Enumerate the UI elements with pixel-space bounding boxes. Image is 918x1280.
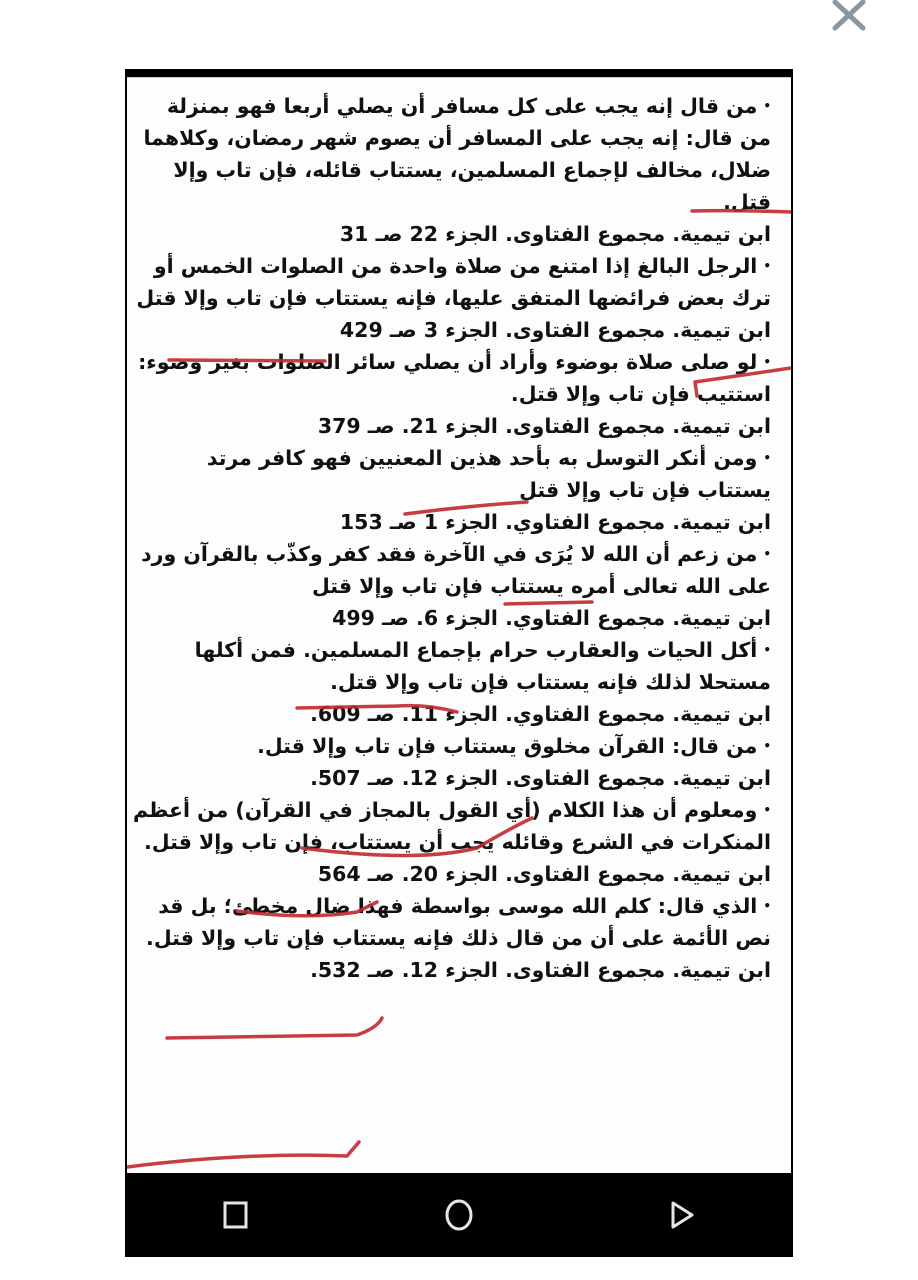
phone-screenshot (125, 69, 793, 1257)
entry-3: •لو صلى صلاة بوضوء وأراد أن يصلي سائر الصلوات بغير وضوء: استتيب فإن تاب وإلا قتل. ابن تيمية. مجموع الفتاوى. الجزء 21. صـ 379 (131, 346, 771, 442)
home-button[interactable] (429, 1185, 489, 1245)
entry-citation: ابن تيمية. مجموع الفتاوى. الجزء 21. صـ 379 (317, 414, 771, 438)
entry-text: من قال: القرآن مخلوق يستتاب فإن تاب وإلا قتل. (257, 734, 758, 758)
android-navigation-bar (125, 1173, 793, 1257)
entry-text: الذي قال: كلم الله موسى بواسطة فهذا ضال مخطئ؛ بل قد نص الأئمة على أن من قال ذلك فإنه يستتاب فإن تاب وإلا قتل. (146, 894, 771, 950)
entry-citation: ابن تيمية. مجموع الفتاوى. الجزء 3 صـ 429 (339, 318, 771, 342)
close-icon (826, 0, 870, 36)
document-screen (127, 77, 791, 1173)
entry-4: •ومن أنكر التوسل به بأحد هذين المعنيين فهو كافر مرتد يستتاب فإن تاب وإلا قتل ابن تيمية. مجموع الفتاوي. الجزء 1 صـ 153 (131, 442, 771, 538)
entry-5: •من زعم أن الله لا يُرَى في الآخرة فقد كفر وكذّب بالقرآن ورد على الله تعالى أمره يستتاب فإن تاب وإلا قتل ابن تيمية. مجموع الفتاوي. الجزء 6. صـ 499 (131, 538, 771, 634)
circle-home-icon (442, 1198, 476, 1232)
back-button[interactable] (652, 1185, 712, 1245)
fatwa-list (131, 90, 771, 986)
entry-9: •الذي قال: كلم الله موسى بواسطة فهذا ضال مخطئ؛ بل قد نص الأئمة على أن من قال ذلك فإنه يستتاب فإن تاب وإلا قتل. ابن تيمية. مجموع الفتاوى. الجزء 12. صـ 532. (131, 890, 771, 986)
recents-button[interactable] (206, 1185, 266, 1245)
entry-citation: ابن تيمية. مجموع الفتاوى. الجزء 20. صـ 564 (317, 862, 771, 886)
entry-citation: ابن تيمية. مجموع الفتاوي. الجزء 6. صـ 499 (332, 606, 771, 630)
entry-text: الرجل البالغ إذا امتنع من صلاة واحدة من الصلوات الخمس أو ترك بعض فرائضها المتفق عليها، فإنه يستتاب فإن تاب وإلا قتل (136, 254, 771, 310)
triangle-back-icon (667, 1200, 697, 1230)
entry-text: لو صلى صلاة بوضوء وأراد أن يصلي سائر الصلوات بغير وضوء: استتيب فإن تاب وإلا قتل. (138, 350, 771, 406)
entry-citation: ابن تيمية. مجموع الفتاوى. الجزء 12. صـ 507. (310, 766, 771, 790)
entry-citation: ابن تيمية. مجموع الفتاوى. الجزء 22 صـ 31 (339, 222, 771, 246)
entry-6: •أكل الحيات والعقارب حرام بإجماع المسلمين. فمن أكلها مستحلا لذلك فإنه يستتاب فإن تاب وإلا قتل. ابن تيمية. مجموع الفتاوي. الجزء 11. صـ 609. (131, 634, 771, 730)
entry-text: من زعم أن الله لا يُرَى في الآخرة فقد كفر وكذّب بالقرآن ورد على الله تعالى أمره يستتاب فإن تاب وإلا قتل (141, 542, 771, 598)
entry-text: ومن أنكر التوسل به بأحد هذين المعنيين فهو كافر مرتد يستتاب فإن تاب وإلا قتل (206, 446, 771, 502)
close-button[interactable] (826, 0, 870, 36)
entry-text: أكل الحيات والعقارب حرام بإجماع المسلمين. فمن أكلها مستحلا لذلك فإنه يستتاب فإن تاب وإلا قتل. (194, 638, 771, 694)
entry-text: ومعلوم أن هذا الكلام (أي القول بالمجاز في القرآن) من أعظم المنكرات في الشرع وقائله يجب أن يستتاب، فإن تاب وإلا قتل. (132, 798, 771, 854)
entry-8: •ومعلوم أن هذا الكلام (أي القول بالمجاز في القرآن) من أعظم المنكرات في الشرع وقائله يجب أن يستتاب، فإن تاب وإلا قتل. ابن تيمية. مجموع الفتاوى. الجزء 20. صـ 564 (131, 794, 771, 890)
entry-citation: ابن تيمية. مجموع الفتاوى. الجزء 12. صـ 532. (310, 958, 771, 982)
entry-citation: ابن تيمية. مجموع الفتاوي. الجزء 1 صـ 153 (339, 510, 771, 534)
entry-2: •الرجل البالغ إذا امتنع من صلاة واحدة من الصلوات الخمس أو ترك بعض فرائضها المتفق عليها، فإنه يستتاب فإن تاب وإلا قتل ابن تيمية. مجموع الفتاوى. الجزء 3 صـ 429 (131, 250, 771, 346)
entry-1: •من قال إنه يجب على كل مسافر أن يصلي أربعا فهو بمنزلة من قال: إنه يجب على المسافر أن يصوم شهر رمضان، وكلاهما ضلال، مخالف لإجماع المسلمين، يستتاب قائله، فإن تاب وإلا قتل. ابن تيمية. مجموع الفتاوى. الجزء 22 صـ 31 (131, 90, 771, 250)
entry-citation: ابن تيمية. مجموع الفتاوي. الجزء 11. صـ 609. (310, 702, 771, 726)
entry-text: من قال إنه يجب على كل مسافر أن يصلي أربعا فهو بمنزلة من قال: إنه يجب على المسافر أن يصوم شهر رمضان، وكلاهما ضلال، مخالف لإجماع المسلمين، يستتاب قائله، فإن تاب وإلا قتل. (143, 94, 771, 214)
entry-7: •من قال: القرآن مخلوق يستتاب فإن تاب وإلا قتل. ابن تيمية. مجموع الفتاوى. الجزء 12. صـ 507. (131, 730, 771, 794)
square-recents-icon (221, 1200, 251, 1230)
